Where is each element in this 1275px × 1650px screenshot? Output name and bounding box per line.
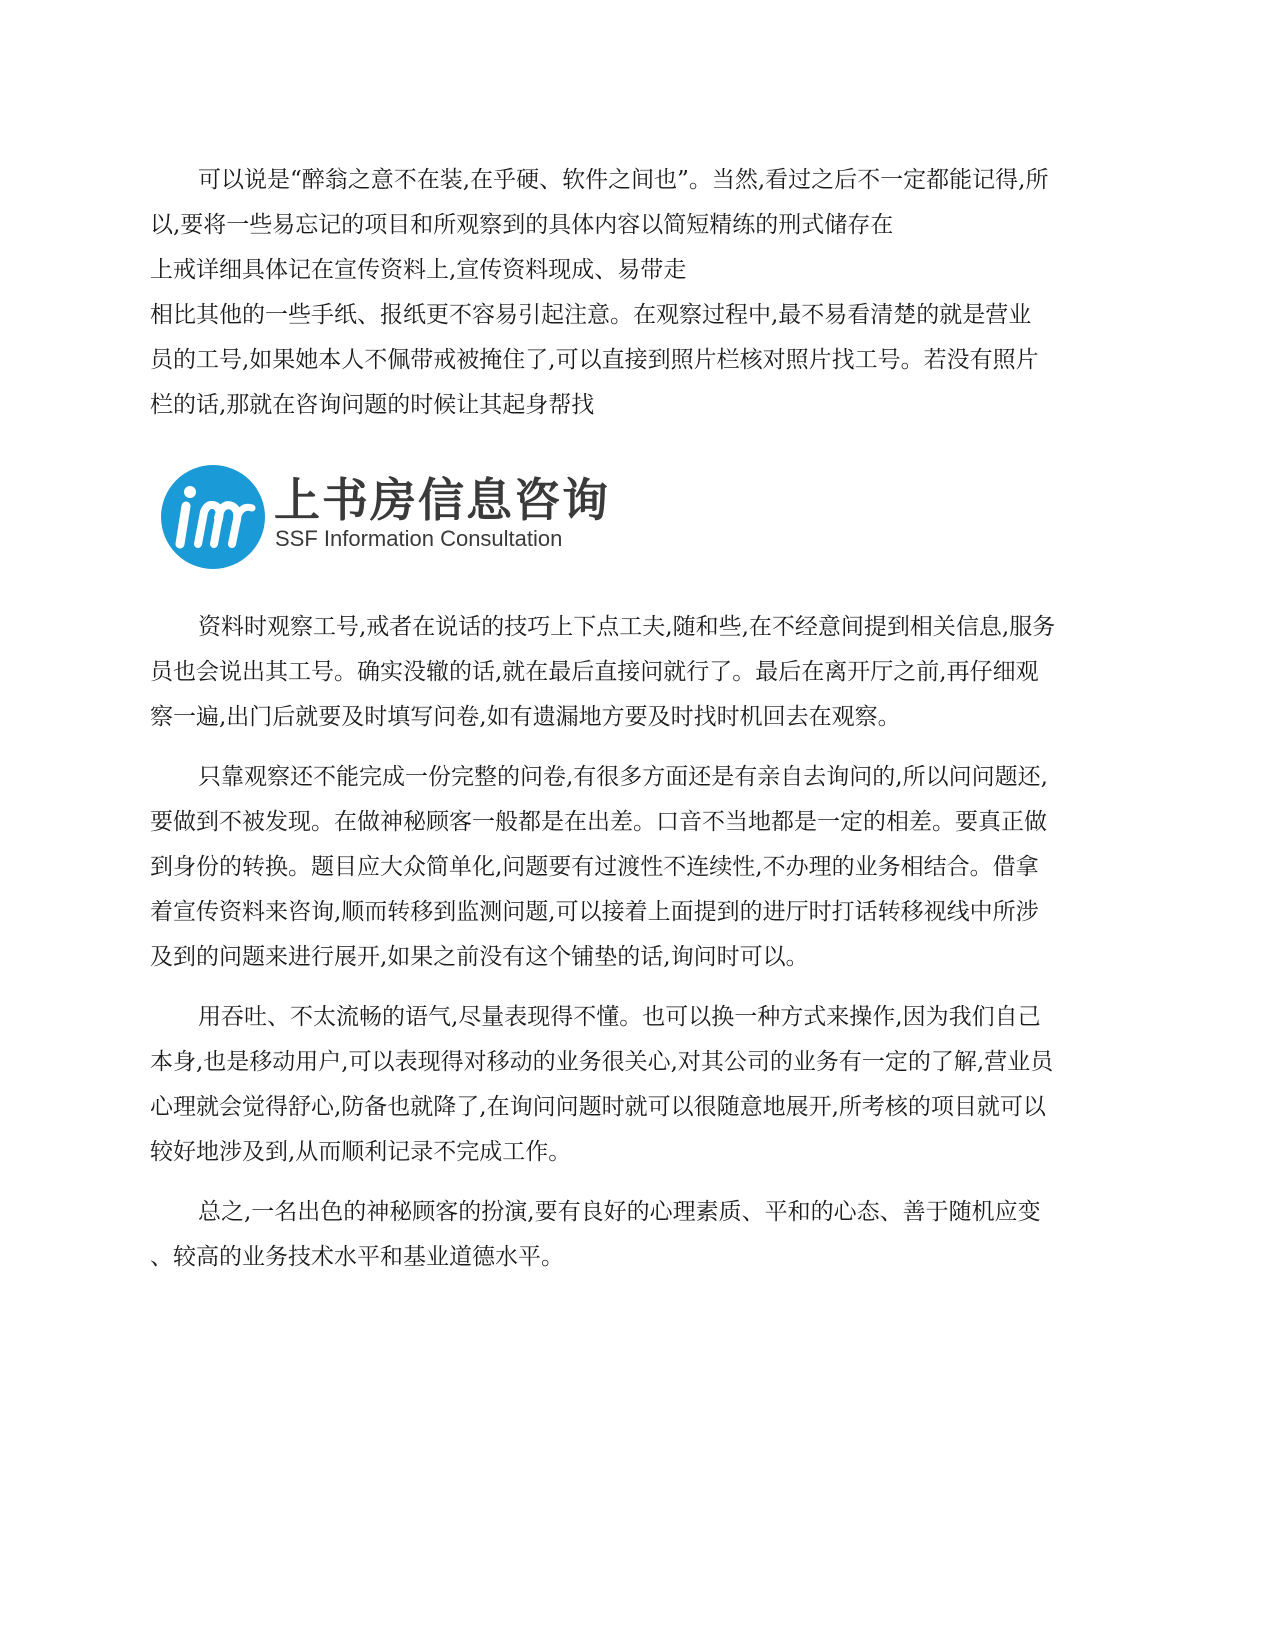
paragraph-line: 只靠观察还不能完成一份完整的问卷,有很多方面还是有亲自去询问的,所以问问题还, — [198, 764, 1048, 790]
paragraph-line: 资料时观察工号,戒者在说话的技巧上下点工夫,随和些,在不经意间提到相关信息,服务 — [198, 614, 1056, 640]
paragraph-line: 用吞吐、不太流畅的语气,尽量表现得不懂。也可以换一种方式来操作,因为我们自己 — [198, 1004, 1041, 1030]
paragraph-line: 察一遍,出门后就要及时填写问卷,如有遗漏地方要及时找时机回去在观察。 — [150, 704, 901, 730]
paragraph-line: 、较高的业务技术水平和基业道德水平。 — [150, 1244, 564, 1270]
logo-chinese-name: 上书房信息咨询 — [274, 473, 610, 527]
paragraph-line: 较好地涉及到,从而顺利记录不完成工作。 — [150, 1139, 572, 1165]
paragraph-line: 上戒详细具体记在宣传资料上,宣传资料现成、易带走 — [150, 257, 687, 283]
paragraph-line: 到身份的转换。题目应大众简单化,问题要有过渡性不连续性,不办理的业务相结合。借拿 — [150, 854, 1039, 880]
paragraph-line: 相比其他的一些手纸、报纸更不容易引起注意。在观察过程中,最不易看清楚的就是营业 — [150, 302, 1032, 328]
paragraph-line: 员的工号,如果她本人不佩带戒被掩住了,可以直接到照片栏核对照片找工号。若没有照片 — [150, 347, 1039, 373]
paragraph-line: 以,要将一些易忘记的项目和所观察到的具体内容以简短精练的刑式储存在 — [150, 212, 894, 238]
paragraph-line: 总之,一名出色的神秘顾客的扮演,要有良好的心理素质、平和的心态、善于随机应变 — [198, 1199, 1041, 1225]
paragraph-line: 着宣传资料来咨询,顺而转移到监测问题,可以接着上面提到的进厅时打话转移视线中所涉 — [150, 899, 1039, 925]
paragraph-line: 要做到不被发现。在做神秘顾客一般都是在出差。口音不当地都是一定的相差。要真正做 — [150, 809, 1047, 835]
paragraph-5 — [150, 1190, 1125, 1280]
paragraph-line: 员也会说出其工号。确实没辙的话,就在最后直接问就行了。最后在离开厅之前,再仔细观 — [150, 659, 1039, 685]
paragraph-line: 栏的话,那就在咨询问题的时候让其起身帮找 — [150, 392, 595, 418]
paragraph-line: 可以说是“醉翁之意不在装,在乎硬、软件之间也”。当然,看过之后不一定都能记得,所 — [198, 167, 1049, 193]
paragraph-1 — [150, 158, 1125, 428]
paragraph-line: 本身,也是移动用户,可以表现得对移动的业务很关心,对其公司的业务有一定的了解,营业员 — [150, 1049, 1054, 1075]
paragraph-line: 及到的问题来进行展开,如果之前没有这个铺垫的话,询问时可以。 — [150, 944, 809, 970]
paragraph-3 — [150, 755, 1125, 980]
paragraph-2 — [150, 605, 1125, 740]
logo-english-name: SSF Information Consultation — [275, 526, 563, 551]
paragraph-4 — [150, 995, 1125, 1175]
paragraph-line: 心理就会觉得舒心,防备也就降了,在询问问题时就可以很随意地展开,所考核的项目就可以 — [150, 1094, 1046, 1120]
ssf-logo-mark-icon — [158, 462, 268, 572]
company-logo — [158, 462, 618, 572]
